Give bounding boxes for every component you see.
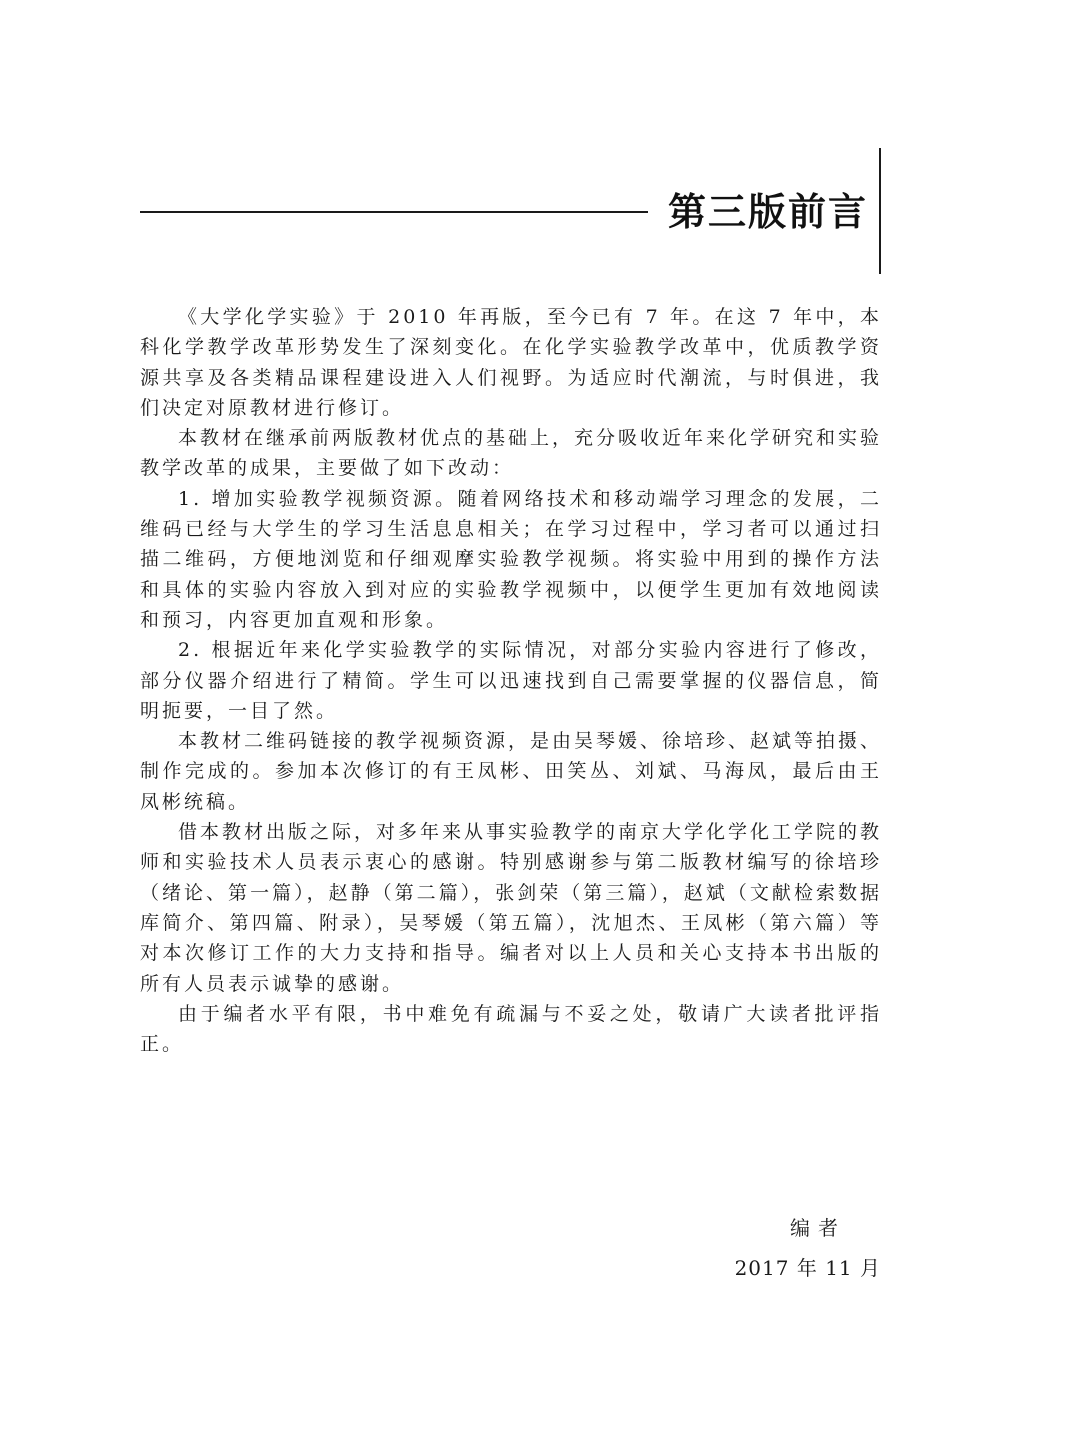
paragraph-intro: 《大学化学实验》于 2010 年再版，至今已有 7 年。在这 7 年中，本科化学教学改革形势发生了深刻变化。在化学实验教学改革中，优质教学资源共享及各类精品课程建设进入人们视野。为适应时代潮流，与时俱进，我们决定对原教材进行修订。 [140, 306, 882, 419]
paragraph-change-1: 1. 增加实验教学视频资源。随着网络技术和移动端学习理念的发展，二维码已经与大学生的学习生活息息相关；在学习过程中，学习者可以通过扫描二维码，方便地浏览和仔细观摩实验教学视频。将实验中用到的操作方法和具体的实验内容放入到对应的实验教学视频中，以便学生更加有效地阅读和预习，内容更加直观和形象。 [140, 487, 882, 631]
paragraph-change-2: 2. 根据近年来化学实验教学的实际情况，对部分实验内容进行了修改，部分仪器介绍进行了精简。学生可以迅速找到自己需要掌握的仪器信息，简明扼要，一目了然。 [140, 639, 882, 722]
date: 2017 年 11 月 [734, 1256, 881, 1280]
paragraph-acknowledgements: 借本教材出版之际，对多年来从事实验教学的南京大学化学化工学院的教师和实验技术人员表示衷心的感谢。特别感谢参与第二版教材编写的徐培珍（绪论、第一篇），赵静（第二篇），张剑荣（第三篇），赵斌（文献检索数据库简介、第四篇、附录），吴琴媛（第五篇），沈旭杰、王凤彬（第六篇）等对本次修订工作的大力支持和指导。编者对以上人员和关心支持本书出版的所有人员表示诚挚的感谢。 [140, 821, 883, 995]
paragraph-video-credits: 本教材二维码链接的教学视频资源，是由吴琴媛、徐培珍、赵斌等拍摄、制作完成的。参加本次修订的有王凤彬、田笑丛、刘斌、马海凤，最后由王凤彬统稿。 [140, 730, 883, 813]
paragraph-closing: 由于编者水平有限，书中难免有疏漏与不妥之处，敬请广大读者批评指正。 [140, 1002, 882, 1056]
paragraph-changes-summary: 本教材在继承前两版教材优点的基础上，充分吸收近年来化学研究和实验教学改革的成果，主要做了如下改动： [140, 427, 883, 480]
header-rule [140, 211, 648, 213]
page-title: 第三版前言 [668, 190, 869, 234]
preface-body [140, 302, 882, 1059]
header-vertical-bar [879, 148, 881, 274]
signature: 编者 [790, 1216, 846, 1240]
